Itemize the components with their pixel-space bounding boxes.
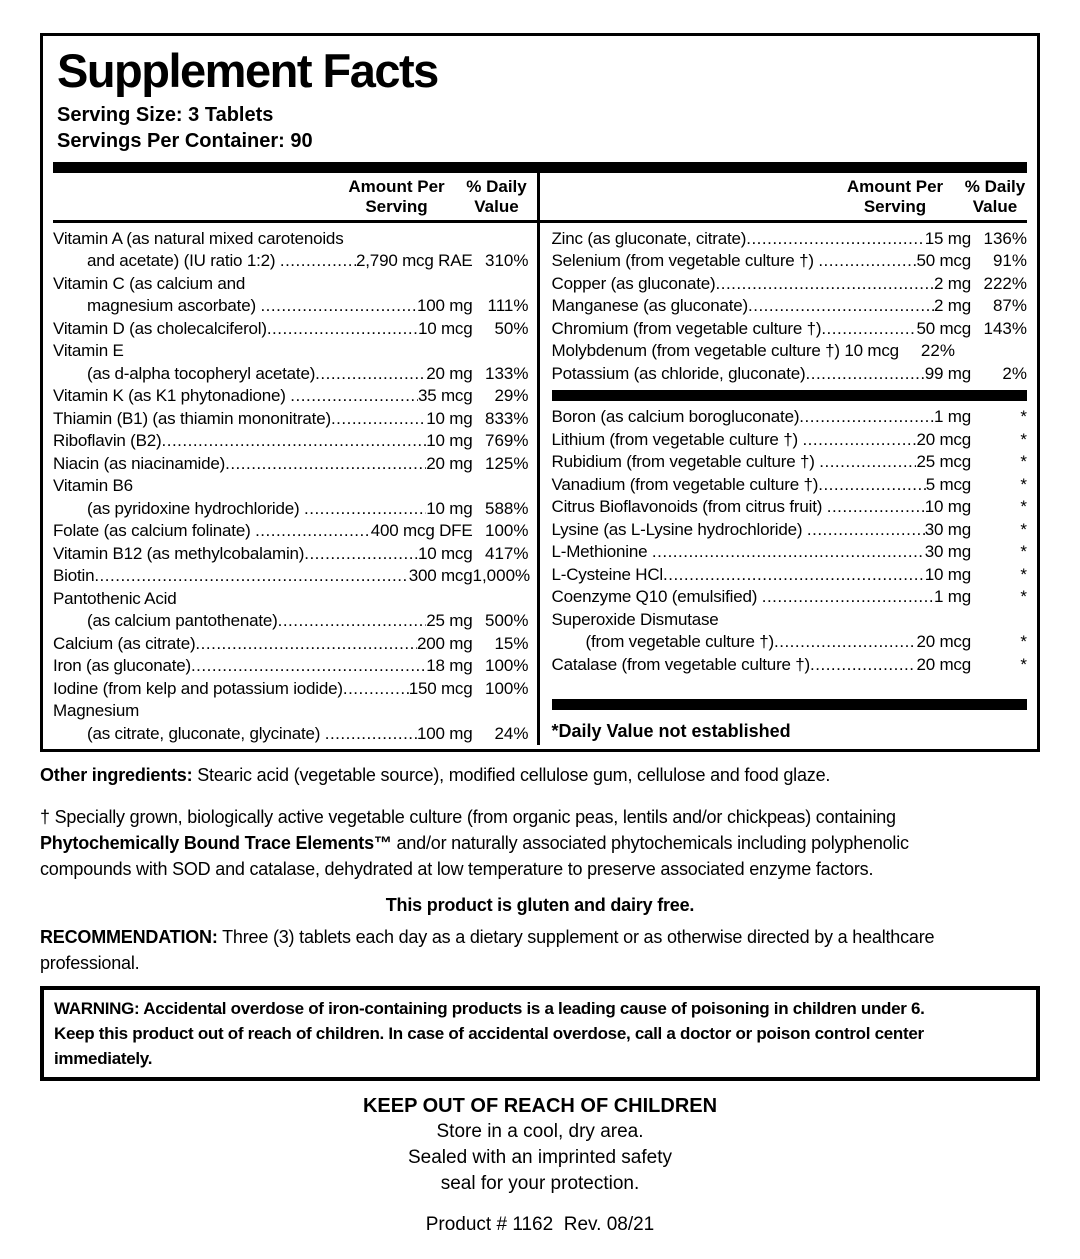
nutrient-name: (as d-alpha tocopheryl acetate) xyxy=(87,363,316,383)
nutrient-daily-value: 100% xyxy=(485,678,529,698)
section-separator-bar xyxy=(552,390,1028,401)
nutrient-amount: 20 mcg xyxy=(916,654,971,674)
nutrient-rows-right-no-dv xyxy=(552,406,1028,676)
nutrient-name: (as citrate, gluconate, glycinate) xyxy=(87,723,325,743)
warning-box xyxy=(40,986,1040,1081)
dot-leader xyxy=(746,228,925,251)
nutrient-name: Thiamin (B1) (as thiamin mononitrate) xyxy=(53,408,331,428)
nutrient-amount: 20 mg xyxy=(426,363,473,383)
nutrient-row xyxy=(53,250,529,273)
storage-instruction: Store in a cool, dry area. xyxy=(436,1121,644,1143)
nutrient-amount: 2 mg xyxy=(934,273,971,293)
dot-leader xyxy=(652,541,925,564)
dot-leader xyxy=(818,474,925,497)
nutrient-name: Niacin (as niacinamide) xyxy=(53,453,226,473)
nutrient-daily-value: * xyxy=(1020,452,1027,472)
nutrient-daily-value: 125% xyxy=(485,453,529,473)
nutrient-row xyxy=(53,363,529,386)
nutrient-name: and acetate) (IU ratio 1:2) xyxy=(87,251,280,271)
nutrient-daily-value: 100% xyxy=(485,521,529,541)
dot-leader xyxy=(290,385,418,408)
dot-leader xyxy=(191,655,426,678)
nutrient-daily-value: 22% xyxy=(920,341,955,361)
dot-leader xyxy=(304,543,418,566)
nutrient-row xyxy=(53,723,529,746)
dot-leader xyxy=(810,654,916,677)
nutrient-amount: 400 mcg DFE xyxy=(370,521,473,541)
percent-daily-value-header: % Daily Value xyxy=(964,176,1026,216)
dot-leader xyxy=(818,250,916,273)
nutrient-name: Lysine (as L-Lysine hydrochloride) xyxy=(551,519,807,539)
footnote-line: † Specially grown, biologically active vegetable culture (from organic peas, lentils and/or chickpeas) containing xyxy=(40,807,896,828)
nutrient-row xyxy=(53,475,529,498)
nutrient-amount: 2,790 mcg RAE xyxy=(356,251,473,271)
nutrient-name: Folate (as calcium folinate) xyxy=(53,521,256,541)
dot-leader xyxy=(94,565,408,588)
nutrient-daily-value: 588% xyxy=(485,498,529,518)
percent-daily-value-header: % Daily Value xyxy=(466,176,527,216)
dot-leader xyxy=(716,273,934,296)
nutrient-daily-value: 222% xyxy=(983,273,1027,293)
nutrient-row xyxy=(552,406,1028,429)
nutrient-row xyxy=(53,498,529,521)
nutrient-daily-value: * xyxy=(1020,654,1027,674)
nutrient-amount: 10 mg xyxy=(924,564,971,584)
nutrient-row xyxy=(53,430,529,453)
nutrient-row xyxy=(552,609,1028,632)
recommendation-label: RECOMMENDATION: xyxy=(40,927,218,948)
dot-leader xyxy=(819,451,916,474)
nutrient-amount: 300 mcg xyxy=(408,566,473,586)
nutrient-daily-value: * xyxy=(1020,542,1027,562)
other-ingredients-paragraph xyxy=(40,762,1040,788)
nutrient-amount: 15 mg xyxy=(924,228,971,248)
daily-value-note: *Daily Value not established xyxy=(551,721,791,742)
nutrient-daily-value: 769% xyxy=(485,431,529,451)
nutrient-name: magnesium ascorbate) xyxy=(87,296,261,316)
nutrient-daily-value: 24% xyxy=(494,723,529,743)
nutrient-amount: 18 mg xyxy=(426,656,473,676)
nutrient-daily-value: 143% xyxy=(983,318,1027,338)
dot-leader xyxy=(195,633,417,656)
nutrient-column-right xyxy=(537,173,1028,746)
header-rule xyxy=(53,220,537,223)
dot-leader xyxy=(806,363,925,386)
nutrient-name: Calcium (as citrate) xyxy=(53,633,196,653)
nutrient-daily-value: 417% xyxy=(485,543,529,563)
dot-leader xyxy=(827,496,925,519)
nutrient-amount: 20 mcg xyxy=(916,429,971,449)
nutrient-name: Vitamin B6 xyxy=(53,476,133,496)
recommendation-paragraph xyxy=(40,924,1040,976)
nutrient-row xyxy=(552,228,1028,251)
nutrient-row xyxy=(552,363,1028,386)
nutrient-name: L-Cysteine HCl xyxy=(551,564,664,584)
footer xyxy=(40,1093,1040,1237)
recommendation-line: professional. xyxy=(40,953,140,974)
nutrient-row xyxy=(53,678,529,701)
nutrient-daily-value: 91% xyxy=(992,251,1027,271)
nutrient-amount: 100 mg xyxy=(416,723,473,743)
nutrient-column-left xyxy=(53,173,537,746)
nutrient-name: Iron (as gluconate) xyxy=(53,656,191,676)
nutrient-row xyxy=(53,273,529,296)
safety-seal-line-2: seal for your protection. xyxy=(440,1173,640,1195)
nutrient-amount: 10 mcg xyxy=(844,341,899,361)
warning-line: Keep this product out of reach of children. In case of accidental overdose, call a doctor or poison control center xyxy=(54,1024,924,1044)
nutrient-daily-value: * xyxy=(1020,429,1027,449)
nutrient-name: Magnesium xyxy=(53,701,140,721)
footnote-line: Phytochemically Bound Trace Elements™ and/or naturally associated phytochemicals including polyphenolic xyxy=(40,833,909,854)
nutrient-row xyxy=(552,519,1028,542)
nutrient-row xyxy=(552,340,1028,363)
nutrient-daily-value: 87% xyxy=(992,296,1027,316)
dot-leader xyxy=(225,453,426,476)
nutrient-amount: 200 mg xyxy=(416,633,473,653)
servings-per-container: Servings Per Container: 90 xyxy=(57,129,313,152)
nutrient-amount: 25 mg xyxy=(426,611,473,631)
nutrient-name: Copper (as gluconate) xyxy=(551,273,716,293)
nutrient-row xyxy=(53,520,529,543)
nutrient-name: Catalase (from vegetable culture †) xyxy=(551,654,811,674)
nutrient-daily-value: 1,000% xyxy=(472,566,531,586)
nutrient-name: Coenzyme Q10 (emulsified) xyxy=(551,587,762,607)
nutrient-daily-value: * xyxy=(1020,497,1027,517)
dot-leader xyxy=(280,250,356,273)
nutrient-daily-value: 2% xyxy=(1002,363,1027,383)
nutrient-daily-value: 133% xyxy=(485,363,529,383)
nutrient-row xyxy=(53,565,529,588)
dot-leader xyxy=(304,498,426,521)
nutrient-amount: 10 mg xyxy=(426,498,473,518)
dot-leader xyxy=(748,295,934,318)
gluten-dairy-free-note: This product is gluten and dairy free. xyxy=(385,895,695,916)
nutrient-name: Rubidium (from vegetable culture †) xyxy=(551,452,820,472)
dot-leader xyxy=(331,408,426,431)
section-separator-bar xyxy=(552,699,1028,710)
nutrient-rows-right-dv xyxy=(552,228,1028,386)
nutrient-row xyxy=(552,474,1028,497)
dot-leader xyxy=(325,723,417,746)
dot-leader xyxy=(278,610,427,633)
nutrient-name: (as pyridoxine hydrochloride) xyxy=(87,498,304,518)
nutrient-name: Pantothenic Acid xyxy=(53,588,177,608)
nutrient-amount: 10 mg xyxy=(924,497,971,517)
nutrient-row xyxy=(552,429,1028,452)
nutrient-amount: 20 mg xyxy=(426,453,473,473)
nutrient-row xyxy=(552,295,1028,318)
nutrient-name: (from vegetable culture †) xyxy=(585,632,774,652)
dot-leader xyxy=(343,678,409,701)
nutrient-amount: 10 mcg xyxy=(417,318,473,338)
nutrient-row xyxy=(53,453,529,476)
nutrient-daily-value: 111% xyxy=(487,296,529,316)
nutrient-name: Superoxide Dismutase xyxy=(551,609,719,629)
nutrient-row xyxy=(552,654,1028,677)
nutrient-name: Biotin xyxy=(53,566,95,586)
nutrient-amount: 30 mg xyxy=(924,542,971,562)
nutrient-row xyxy=(53,228,529,251)
nutrient-daily-value: * xyxy=(1020,519,1027,539)
nutrient-daily-value: 15% xyxy=(494,633,529,653)
nutrient-daily-value: * xyxy=(1020,587,1027,607)
nutrient-daily-value: * xyxy=(1020,474,1027,494)
nutrient-amount: 30 mg xyxy=(924,519,971,539)
nutrient-name: Riboflavin (B2) xyxy=(53,431,162,451)
nutrient-amount: 5 mcg xyxy=(925,474,971,494)
nutrient-amount: 10 mcg xyxy=(417,543,473,563)
nutrient-row xyxy=(53,633,529,656)
nutrient-row xyxy=(552,541,1028,564)
dot-leader xyxy=(663,564,925,587)
dot-leader xyxy=(762,586,934,609)
daily-value-note-group xyxy=(552,694,1028,745)
nutrient-amount: 1 mg xyxy=(934,587,971,607)
nutrient-daily-value: * xyxy=(1020,564,1027,584)
dot-leader xyxy=(162,430,427,453)
nutrient-daily-value: 29% xyxy=(494,386,529,406)
trace-elements-trademark: Phytochemically Bound Trace Elements™ xyxy=(40,833,392,854)
nutrient-row xyxy=(53,408,529,431)
recommendation-line: RECOMMENDATION: Three (3) tablets each day as a dietary supplement or as otherwise directed by a healthcare xyxy=(40,927,935,948)
nutrient-amount: 10 mg xyxy=(426,431,473,451)
dot-leader xyxy=(807,519,925,542)
column-header-left xyxy=(53,173,529,220)
other-ingredients-label: Other ingredients: xyxy=(40,765,193,786)
footnote-line: compounds with SOD and catalase, dehydrated at low temperature to preserve associated enzyme factors. xyxy=(40,859,874,880)
nutrient-row xyxy=(552,586,1028,609)
dot-leader xyxy=(267,318,418,341)
nutrient-name: Vitamin C (as calcium and xyxy=(53,273,246,293)
nutrient-daily-value: 500% xyxy=(485,611,529,631)
nutrient-daily-value: 310% xyxy=(485,251,529,271)
nutrient-amount: 25 mcg xyxy=(916,452,971,472)
nutrient-amount: 50 mcg xyxy=(916,318,971,338)
nutrient-row xyxy=(53,295,529,318)
nutrient-name: Vitamin A (as natural mixed carotenoids xyxy=(53,228,344,248)
nutrient-amount: 20 mcg xyxy=(916,632,971,652)
nutrient-amount: 2 mg xyxy=(934,296,971,316)
nutrient-amount: 100 mg xyxy=(416,296,473,316)
nutrient-name: Manganese (as gluconate) xyxy=(551,296,748,316)
nutrient-row xyxy=(53,385,529,408)
nutrient-amount: 1 mg xyxy=(934,407,971,427)
dot-leader xyxy=(774,631,916,654)
nutrient-row xyxy=(552,496,1028,519)
nutrient-daily-value: 50% xyxy=(494,318,529,338)
nutrient-amount: 50 mcg xyxy=(916,251,971,271)
column-header-right xyxy=(552,173,1028,220)
nutrient-row xyxy=(552,631,1028,654)
nutrient-amount: 99 mg xyxy=(924,363,971,383)
product-number-revision: Product # 1162 Rev. 08/21 xyxy=(425,1214,655,1236)
nutrient-name: Chromium (from vegetable culture †) xyxy=(551,318,822,338)
header-separator-bar xyxy=(53,162,1027,173)
panel-title: Supplement Facts xyxy=(57,44,438,97)
nutrient-amount: 35 mcg xyxy=(417,386,473,406)
nutrient-row xyxy=(53,318,529,341)
nutrient-name: (as calcium pantothenate) xyxy=(87,611,278,631)
nutrient-daily-value: 100% xyxy=(485,656,529,676)
nutrient-row xyxy=(552,451,1028,474)
warning-line: immediately. xyxy=(54,1049,153,1069)
nutrient-name: Vanadium (from vegetable culture †) xyxy=(551,474,819,494)
dot-leader xyxy=(255,520,371,543)
nutrient-row xyxy=(53,340,529,363)
nutrient-row xyxy=(53,610,529,633)
nutrient-amount: 10 mg xyxy=(426,408,473,428)
nutrient-daily-value: 136% xyxy=(983,228,1027,248)
dot-leader xyxy=(799,406,934,429)
nutrient-name: Vitamin E xyxy=(53,341,124,361)
nutrient-name: Citrus Bioflavonoids (from citrus fruit) xyxy=(551,497,827,517)
dot-leader xyxy=(315,363,426,386)
other-ingredients-text: Stearic acid (vegetable source), modified cellulose gum, cellulose and food glaze. xyxy=(192,765,831,786)
nutrient-amount: 150 mcg xyxy=(408,678,473,698)
nutrient-daily-value: * xyxy=(1020,632,1027,652)
safety-seal-line-1: Sealed with an imprinted safety xyxy=(407,1147,673,1169)
nutrient-name: Potassium (as chloride, gluconate) xyxy=(551,363,806,383)
serving-size: Serving Size: 3 Tablets xyxy=(57,103,274,126)
nutrient-row xyxy=(552,318,1028,341)
nutrient-row xyxy=(552,564,1028,587)
nutrient-row xyxy=(552,250,1028,273)
nutrient-row xyxy=(53,700,529,723)
nutrient-daily-value: * xyxy=(1020,407,1027,427)
nutrient-row xyxy=(53,588,529,611)
nutrient-name: Lithium (from vegetable culture †) xyxy=(551,429,803,449)
dot-leader xyxy=(821,318,916,341)
dot-leader xyxy=(802,429,916,452)
supplement-facts-panel xyxy=(40,33,1040,752)
nutrient-name: Boron (as calcium borogluconate) xyxy=(551,407,800,427)
nutrient-daily-value: 833% xyxy=(485,408,529,428)
dot-leader xyxy=(260,295,417,318)
warning-line: WARNING: Accidental overdose of iron-containing products is a leading cause of poisoning in children under 6. xyxy=(54,999,925,1019)
nutrient-name: Vitamin K (as K1 phytonadione) xyxy=(53,386,291,406)
vegetable-culture-footnote xyxy=(40,804,1040,882)
nutrient-table xyxy=(53,173,1027,746)
nutrient-name: Vitamin D (as cholecalciferol) xyxy=(53,318,267,338)
nutrient-row xyxy=(53,543,529,566)
header-rule xyxy=(540,220,1028,223)
amount-per-serving-header: Amount Per Serving xyxy=(348,176,445,216)
nutrient-name: Selenium (from vegetable culture †) xyxy=(551,251,819,271)
nutrient-rows-left xyxy=(53,228,529,746)
nutrient-name: Molybdenum (from vegetable culture †) xyxy=(551,341,845,361)
amount-per-serving-header: Amount Per Serving xyxy=(846,176,944,216)
nutrient-name: Iodine (from kelp and potassium iodide) xyxy=(53,678,343,698)
nutrient-name: Zinc (as gluconate, citrate) xyxy=(551,228,747,248)
nutrient-row xyxy=(53,655,529,678)
nutrient-row xyxy=(552,273,1028,296)
nutrient-name: Vitamin B12 (as methylcobalamin) xyxy=(53,543,305,563)
nutrient-name: L-Methionine xyxy=(551,542,652,562)
keep-out-of-reach-heading: KEEP OUT OF REACH OF CHILDREN xyxy=(362,1095,718,1118)
